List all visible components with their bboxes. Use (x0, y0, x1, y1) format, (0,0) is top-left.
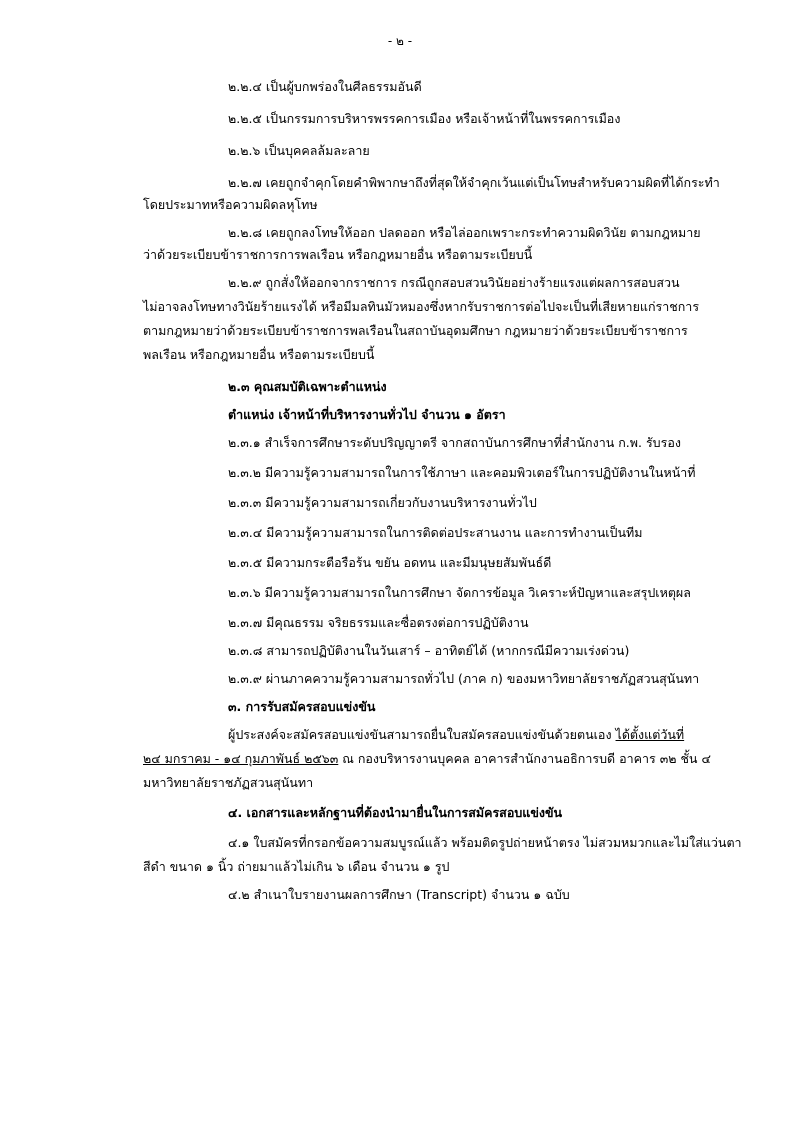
qualification-2-3-9: ๒.๓.๙ ผ่านภาคความรู้ความสามารถทั่วไป (ภาค ก) ของมหาวิทยาลัยราชภัฏสวนสุนันทา (228, 671, 700, 686)
qualification-2-3-4: ๒.๓.๔ มีความรู้ความสามารถในการติดต่อประสานงาน และการทำงานเป็นทีม (228, 525, 643, 540)
item-2-2-9-line3: ตามกฎหมายว่าด้วยระเบียบข้าราชการพลเรือนในสถาบันอุดมศึกษา กฎหมายว่าด้วยระเบียบข้าราชการ (143, 323, 688, 338)
qualification-2-3-1: ๒.๓.๑ สำเร็จการศึกษาระดับปริญญาตรี จากสถาบันการศึกษาที่สำนักงาน ก.พ. รับรอง (228, 435, 681, 450)
document-4-1-line2: สีดำ ขนาด ๑ นิ้ว ถ่ายมาแล้วไม่เกิน ๖ เดือน จำนวน ๑ รูป (143, 859, 450, 874)
item-2-2-9-line2: ไม่อาจลงโทษทางวินัยร้ายแรงได้ หรือมีมลทินมัวหมองซึ่งหากรับราชการต่อไปจะเป็นที่เสียหายแก่ราชการ (143, 299, 700, 314)
item-2-2-6: ๒.๒.๖ เป็นบุคคลล้มละลาย (228, 143, 370, 158)
section-3-heading: ๓. การรับสมัครสอบแข่งขัน (228, 699, 376, 714)
item-2-2-9-line1: ๒.๒.๙ ถูกสั่งให้ออกจากราชการ กรณีถูกสอบสวนวินัยอย่างร้ายแรงแต่ผลการสอบสวน (228, 275, 680, 290)
item-2-2-4: ๒.๒.๔ เป็นผู้บกพร่องในศีลธรรมอันดี (228, 79, 422, 94)
qualification-2-3-5: ๒.๓.๕ มีความกระตือรือร้น ขยัน อดทน และมีมนุษยสัมพันธ์ดี (228, 555, 552, 570)
page-number: - ๒ - (387, 34, 413, 48)
qualification-2-3-7: ๒.๓.๗ มีคุณธรรม จริยธรรมและซื่อตรงต่อการปฏิบัติงาน (228, 615, 529, 630)
document-4-2: ๔.๒ สำเนาใบรายงานผลการศึกษา (Transcript) จำนวน ๑ ฉบับ (228, 887, 570, 902)
section-4-heading: ๔. เอกสารและหลักฐานที่ต้องนำมายื่นในการสมัครสอบแข่งขัน (228, 805, 563, 820)
item-2-2-5: ๒.๒.๕ เป็นกรรมการบริหารพรรคการเมือง หรือเจ้าหน้าที่ในพรรคการเมือง (228, 111, 621, 126)
qualification-2-3-6: ๒.๓.๖ มีความรู้ความสามารถในการศึกษา จัดการข้อมูล วิเคราะห์ปัญหาและสรุปเหตุผล (228, 585, 691, 600)
qualification-2-3-2: ๒.๓.๒ มีความรู้ความสามารถในการใช้ภาษา และคอมพิวเตอร์ในการปฏิบัติงานในหน้าที่ (228, 465, 696, 480)
document-4-1-line1: ๔.๑ ใบสมัครที่กรอกข้อความสมบูรณ์แล้ว พร้อมติดรูปถ่ายหน้าตรง ไม่สวมหมวกและไม่ใส่แว่นตา (228, 835, 742, 850)
application-text: ผู้ประสงค์จะสมัครสอบแข่งขันสามารถยื่นใบสมัครสอบแข่งขันด้วยตนเอง (228, 727, 616, 742)
application-paragraph-line1 (228, 726, 684, 744)
application-paragraph-line2 (143, 750, 711, 768)
item-2-2-8-line2: ว่าด้วยระเบียบข้าราชการการพลเรือน หรือกฎหมายอื่น หรือตามระเบียบนี้ (143, 247, 533, 262)
qualification-2-3-8: ๒.๓.๘ สามารถปฏิบัติงานในวันเสาร์ – อาทิตย์ได้ (หากกรณีมีความเร่งด่วน) (228, 643, 630, 658)
qualification-2-3-3: ๒.๓.๓ มีความรู้ความสามารถเกี่ยวกับงานบริหารงานทั่วไป (228, 495, 537, 510)
item-2-2-7-line2: โดยประมาทหรือความผิดลหุโทษ (143, 197, 318, 212)
application-location: ณ กองบริหารงานบุคคล อาคารสำนักงานอธิการบดี อาคาร ๓๒ ชั้น ๔ (338, 751, 711, 766)
position-title: ตำแหน่ง เจ้าหน้าที่บริหารงานทั่วไป จำนวน ๑ อัตรา (228, 407, 506, 422)
item-2-2-7-line1: ๒.๒.๗ เคยถูกจำคุกโดยคำพิพากษาถึงที่สุดให้จำคุกเว้นแต่เป็นโทษสำหรับความผิดที่ได้กระทำ (228, 175, 720, 190)
item-2-2-9-line4: พลเรือน หรือกฎหมายอื่น หรือตามระเบียบนี้ (143, 347, 375, 362)
application-date-range: ๒๔ มกราคม - ๑๔ กุมภาพันธ์ ๒๕๖๓ (143, 751, 339, 766)
section-2-3-heading: ๒.๓ คุณสมบัติเฉพาะตำแหน่ง (228, 379, 387, 394)
application-paragraph-line3: มหาวิทยาลัยราชภัฏสวนสุนันทา (143, 775, 314, 790)
item-2-2-8-line1: ๒.๒.๘ เคยถูกลงโทษให้ออก ปลดออก หรือไล่ออกเพราะกระทำความผิดวินัย ตามกฎหมาย (228, 225, 701, 240)
application-start-label: ได้ตั้งแต่วันที่ (615, 727, 685, 742)
